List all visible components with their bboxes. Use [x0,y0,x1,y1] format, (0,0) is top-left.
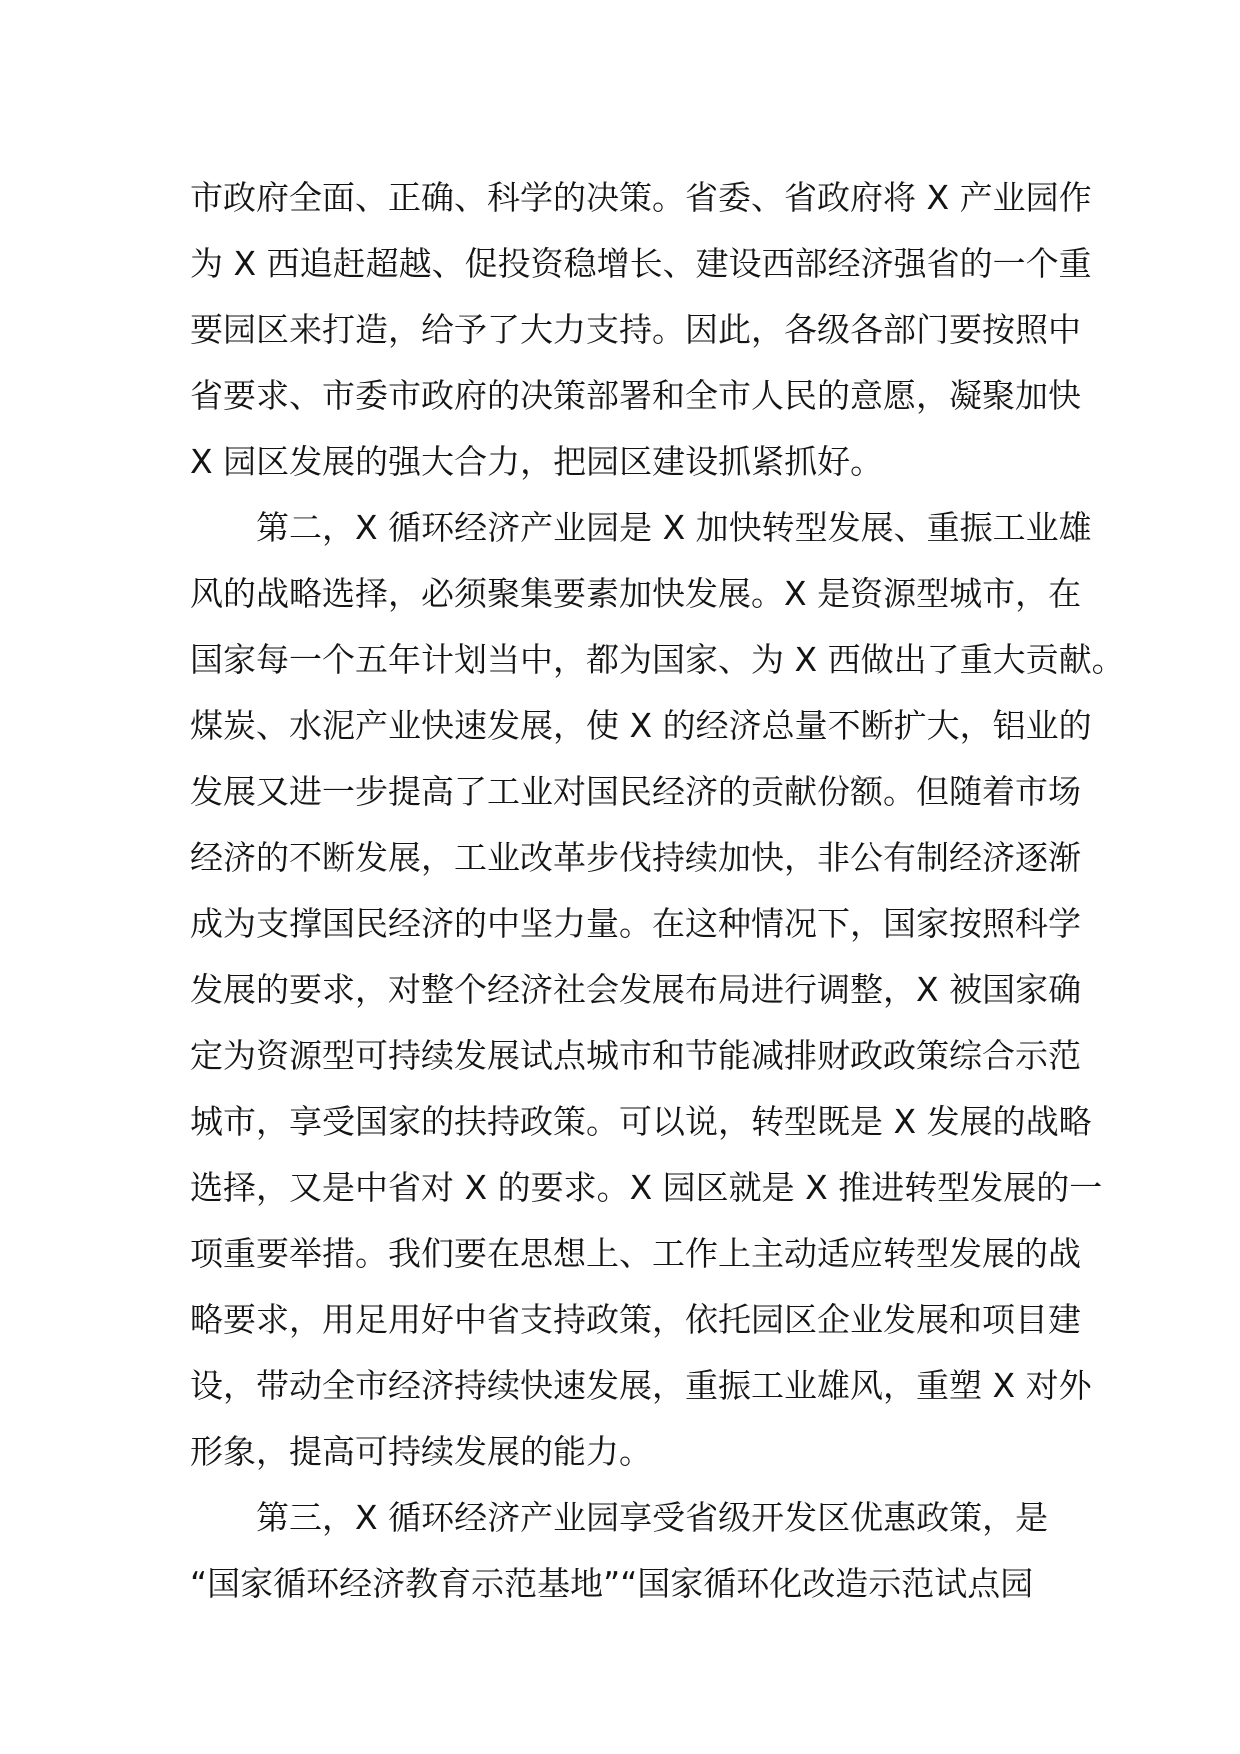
text-line: 国家每一个五年计划当中，都为国家、为 X 西做出了重大贡献。 [190,640,1125,679]
text-line: 定为资源型可持续发展试点城市和节能减排财政政策综合示范 [190,1036,1081,1075]
body-text [190,165,1125,1617]
text-line: 市政府全面、正确、科学的决策。省委、省政府将 X 产业园作 [190,178,1092,217]
text-line: X 园区发展的强大合力，把园区建设抓紧抓好。 [190,442,884,481]
text-line: 形象，提高可持续发展的能力。 [190,1432,652,1471]
text-line: 煤炭、水泥产业快速发展，使 X 的经济总量不断扩大，铝业的 [190,706,1092,745]
text-line: 第三，X 循环经济产业园享受省级开发区优惠政策，是 [190,1498,1049,1537]
text-line: 略要求，用足用好中省支持政策，依托园区企业发展和项目建 [190,1300,1081,1339]
text-line: “国家循环经济教育示范基地”“国家循环化改造示范试点园 [190,1564,1034,1603]
text-line: 省要求、市委市政府的决策部署和全市人民的意愿，凝聚加快 [190,376,1081,415]
text-line: 成为支撑国民经济的中坚力量。在这种情况下，国家按照科学 [190,904,1081,943]
text-line: 经济的不断发展，工业改革步伐持续加快，非公有制经济逐渐 [190,838,1081,877]
text-line: 第二，X 循环经济产业园是 X 加快转型发展、重振工业雄 [190,508,1092,547]
text-line: 发展又进一步提高了工业对国民经济的贡献份额。但随着市场 [190,772,1081,811]
text-line: 项重要举措。我们要在思想上、工作上主动适应转型发展的战 [190,1234,1081,1273]
text-line: 城市，享受国家的扶持政策。可以说，转型既是 X 发展的战略 [190,1102,1092,1141]
text-line: 选择，又是中省对 X 的要求。X 园区就是 X 推进转型发展的一 [190,1168,1103,1207]
text-line: 发展的要求，对整个经济社会发展布局进行调整，X 被国家确 [190,970,1082,1009]
text-line: 要园区来打造，给予了大力支持。因此，各级各部门要按照中 [190,310,1081,349]
text-line: 风的战略选择，必须聚集要素加快发展。X 是资源型城市，在 [190,574,1082,613]
text-line: 设，带动全市经济持续快速发展，重振工业雄风，重塑 X 对外 [190,1366,1092,1405]
text-line: 为 X 西追赶超越、促投资稳增长、建设西部经济强省的一个重 [190,244,1092,283]
